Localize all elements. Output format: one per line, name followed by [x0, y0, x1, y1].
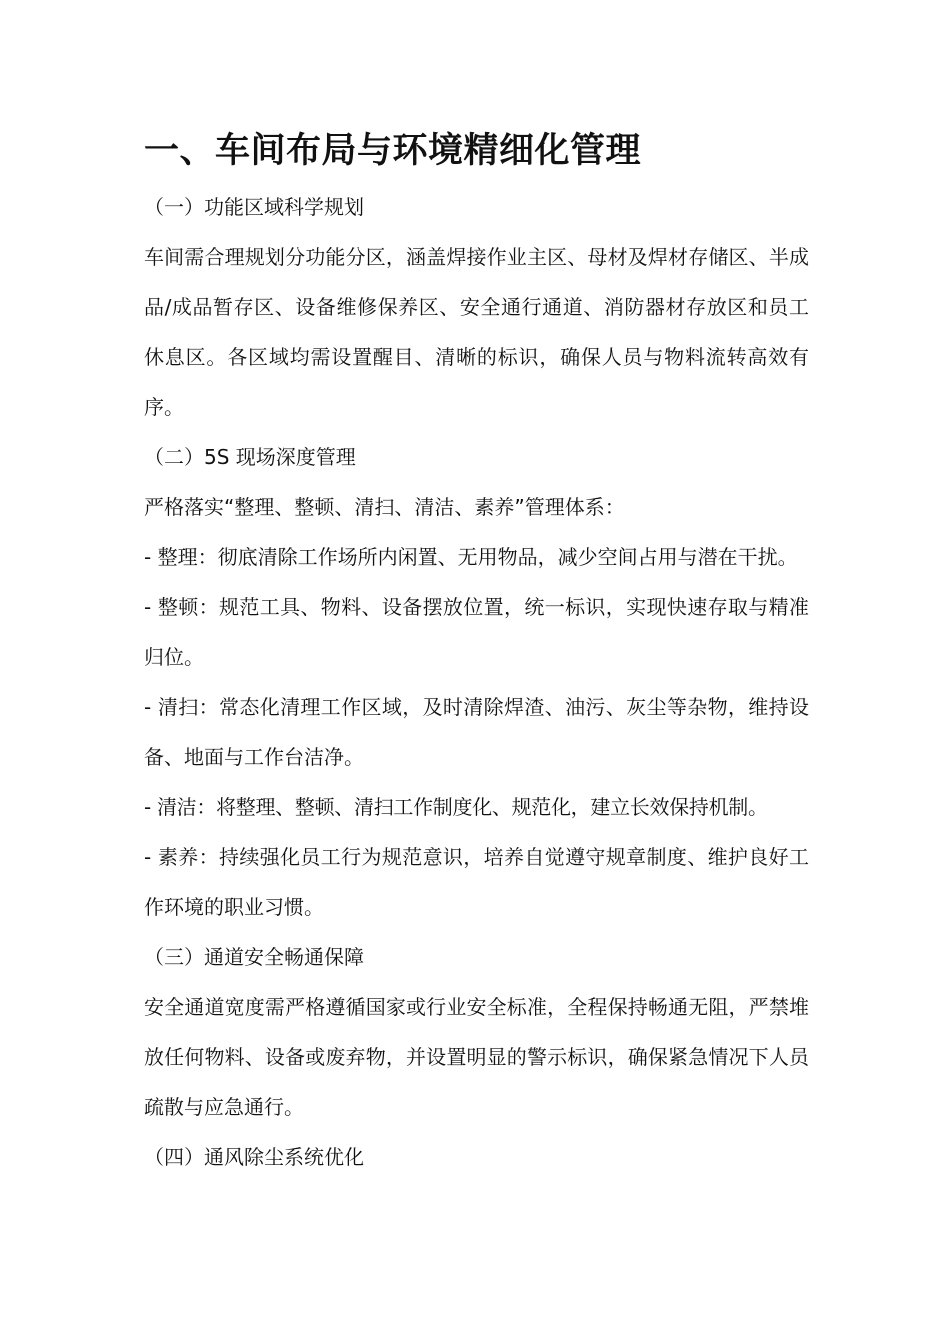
- section-heading-1: （一）功能区域科学规划: [144, 195, 364, 219]
- section-2-intro: 严格落实“整理、整顿、清扫、清洁、素养”管理体系：: [144, 495, 625, 519]
- bullet-item-shine: - 清扫：常态化清理工作区域，及时清除焊渣、油污、灰尘等杂物，维持设备、地面与工作台洁净。: [144, 695, 809, 769]
- bullet-item-standardize: - 清洁：将整理、整顿、清扫工作制度化、规范化，建立长效保持机制。: [144, 795, 768, 819]
- section-1-paragraph: 车间需合理规划分功能分区，涵盖焊接作业主区、母材及焊材存储区、半成品/成品暂存区、设备维修保养区、安全通行通道、消防器材存放区和员工休息区。各区域均需设置醒目、清晰的标识，确保人员与物料流转高效有序。: [144, 245, 809, 419]
- section-heading-3: （三）通道安全畅通保障: [144, 945, 364, 969]
- section-3-paragraph: 安全通道宽度需严格遵循国家或行业安全标准，全程保持畅通无阻，严禁堆放任何物料、设备或废弃物，并设置明显的警示标识，确保紧急情况下人员疏散与应急通行。: [144, 995, 809, 1119]
- bullet-item-sort: - 整理：彻底清除工作场所内闲置、无用物品，减少空间占用与潜在干扰。: [144, 545, 798, 569]
- document-body: [144, 124, 809, 1182]
- page-title: 一、车间布局与环境精细化管理: [144, 131, 642, 171]
- section-heading-2: （二）5S 现场深度管理: [144, 445, 356, 469]
- section-heading-4: （四）通风除尘系统优化: [144, 1145, 364, 1169]
- bullet-item-set-in-order: - 整顿：规范工具、物料、设备摆放位置，统一标识，实现快速存取与精准归位。: [144, 595, 809, 669]
- bullet-item-sustain: - 素养：持续强化员工行为规范意识，培养自觉遵守规章制度、维护良好工作环境的职业习惯。: [144, 845, 809, 919]
